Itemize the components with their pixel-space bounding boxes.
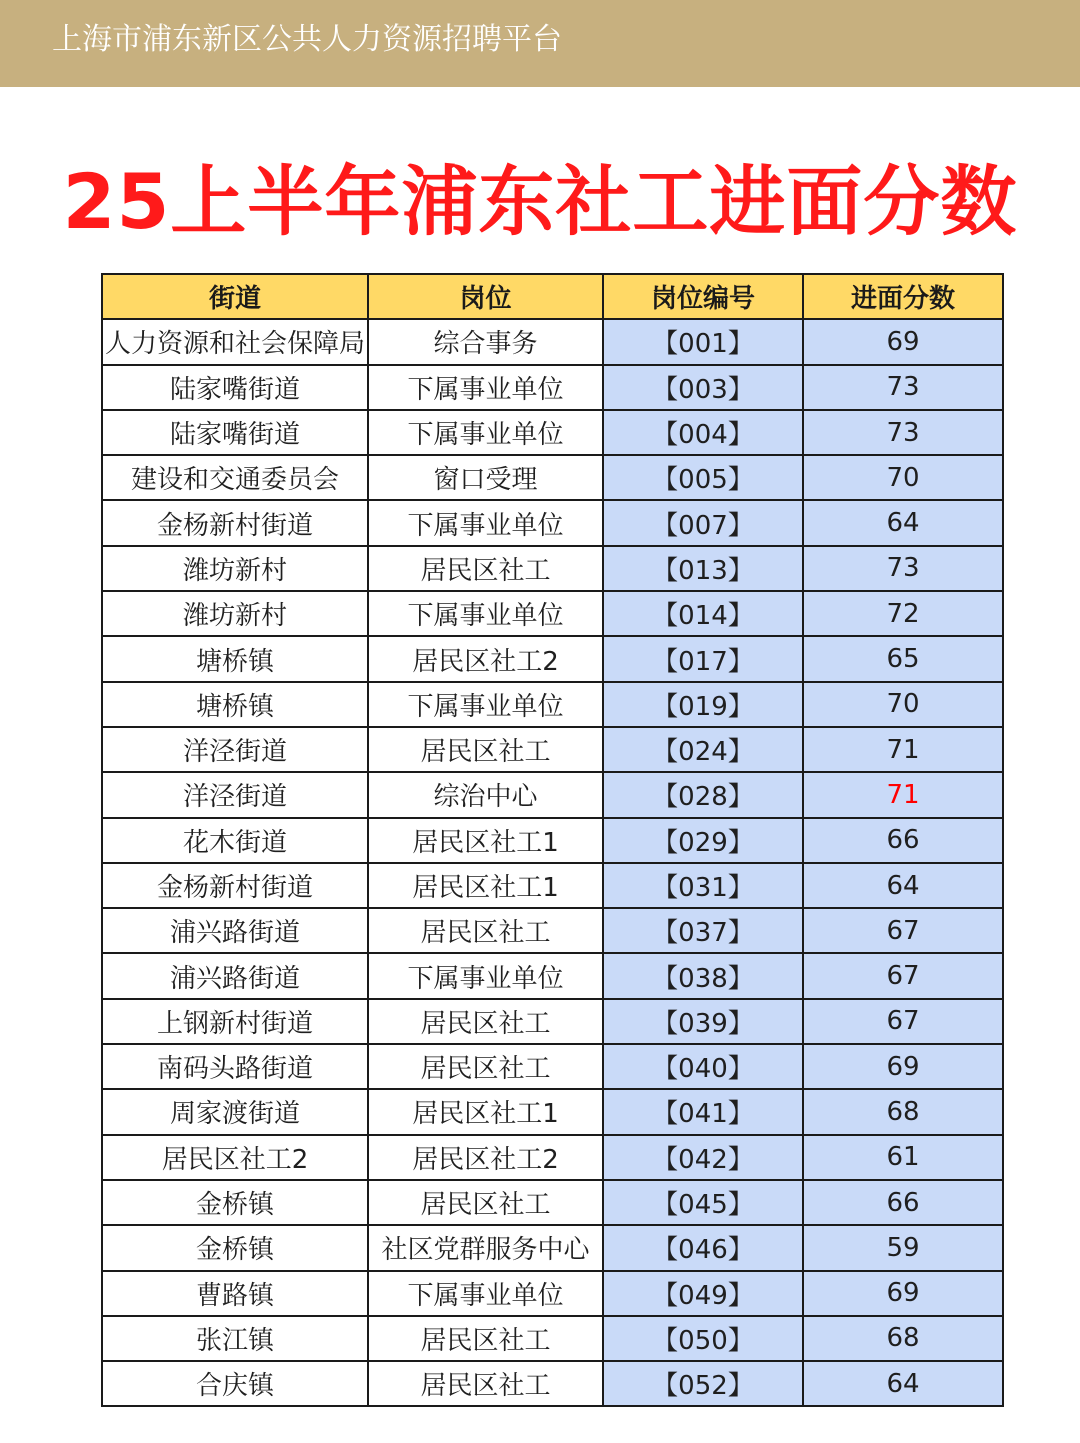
cell-code: 【024】 xyxy=(603,727,803,772)
cell-position: 下属事业单位 xyxy=(368,1271,603,1316)
cell-code: 【013】 xyxy=(603,546,803,591)
column-header-code: 岗位编号 xyxy=(603,274,803,319)
cell-position: 社区党群服务中心 xyxy=(368,1225,603,1270)
cell-position: 居民区社工 xyxy=(368,999,603,1044)
cell-code: 【028】 xyxy=(603,772,803,817)
cell-street: 建设和交通委员会 xyxy=(102,455,368,500)
cell-street: 潍坊新村 xyxy=(102,546,368,591)
cell-position: 居民区社工 xyxy=(368,727,603,772)
cell-score: 71 xyxy=(803,772,1003,817)
cell-street: 上钢新村街道 xyxy=(102,999,368,1044)
cell-position: 居民区社工1 xyxy=(368,818,603,863)
cell-street: 金桥镇 xyxy=(102,1180,368,1225)
cell-street: 金桥镇 xyxy=(102,1225,368,1270)
cell-position: 下属事业单位 xyxy=(368,953,603,998)
table-row xyxy=(102,772,1003,817)
table-row xyxy=(102,908,1003,953)
score-table xyxy=(101,273,1004,1407)
cell-street: 浦兴路街道 xyxy=(102,908,368,953)
banner-title: 上海市浦东新区公共人力资源招聘平台 xyxy=(52,22,562,57)
table-row xyxy=(102,1361,1003,1406)
cell-street: 金杨新村街道 xyxy=(102,863,368,908)
cell-code: 【040】 xyxy=(603,1044,803,1089)
page-title: 25上半年浦东社工进面分数 xyxy=(62,157,1018,246)
cell-score: 64 xyxy=(803,1361,1003,1406)
table-row xyxy=(102,1089,1003,1134)
cell-code: 【052】 xyxy=(603,1361,803,1406)
cell-score: 70 xyxy=(803,455,1003,500)
cell-score: 66 xyxy=(803,818,1003,863)
table-row xyxy=(102,546,1003,591)
cell-score: 65 xyxy=(803,636,1003,681)
cell-code: 【001】 xyxy=(603,319,803,364)
cell-score: 67 xyxy=(803,953,1003,998)
cell-code: 【038】 xyxy=(603,953,803,998)
cell-street: 南码头路街道 xyxy=(102,1044,368,1089)
column-header-score: 进面分数 xyxy=(803,274,1003,319)
cell-position: 下属事业单位 xyxy=(368,410,603,455)
cell-street: 张江镇 xyxy=(102,1316,368,1361)
cell-position: 居民区社工 xyxy=(368,908,603,953)
table-row xyxy=(102,1271,1003,1316)
cell-code: 【031】 xyxy=(603,863,803,908)
cell-position: 居民区社工 xyxy=(368,546,603,591)
table-row xyxy=(102,1044,1003,1089)
cell-street: 居民区社工2 xyxy=(102,1135,368,1180)
table-row xyxy=(102,999,1003,1044)
cell-code: 【014】 xyxy=(603,591,803,636)
table-row xyxy=(102,455,1003,500)
cell-code: 【003】 xyxy=(603,365,803,410)
cell-score: 68 xyxy=(803,1316,1003,1361)
cell-street: 浦兴路街道 xyxy=(102,953,368,998)
cell-score: 67 xyxy=(803,908,1003,953)
cell-code: 【004】 xyxy=(603,410,803,455)
table-row xyxy=(102,591,1003,636)
table-row xyxy=(102,365,1003,410)
cell-position: 下属事业单位 xyxy=(368,365,603,410)
cell-code: 【041】 xyxy=(603,1089,803,1134)
cell-street: 合庆镇 xyxy=(102,1361,368,1406)
table-row xyxy=(102,1135,1003,1180)
cell-score: 73 xyxy=(803,410,1003,455)
cell-position: 窗口受理 xyxy=(368,455,603,500)
cell-score: 70 xyxy=(803,682,1003,727)
cell-position: 居民区社工2 xyxy=(368,636,603,681)
cell-code: 【005】 xyxy=(603,455,803,500)
table-row xyxy=(102,727,1003,772)
cell-code: 【042】 xyxy=(603,1135,803,1180)
cell-score: 69 xyxy=(803,1271,1003,1316)
table-row xyxy=(102,682,1003,727)
cell-code: 【037】 xyxy=(603,908,803,953)
cell-position: 居民区社工2 xyxy=(368,1135,603,1180)
top-banner xyxy=(0,0,1080,87)
table-row xyxy=(102,953,1003,998)
cell-street: 曹路镇 xyxy=(102,1271,368,1316)
cell-code: 【017】 xyxy=(603,636,803,681)
cell-code: 【046】 xyxy=(603,1225,803,1270)
table-row xyxy=(102,1225,1003,1270)
cell-street: 塘桥镇 xyxy=(102,636,368,681)
cell-score: 67 xyxy=(803,999,1003,1044)
cell-score: 64 xyxy=(803,500,1003,545)
cell-score: 61 xyxy=(803,1135,1003,1180)
cell-position: 综治中心 xyxy=(368,772,603,817)
cell-position: 综合事务 xyxy=(368,319,603,364)
cell-position: 居民区社工 xyxy=(368,1361,603,1406)
table-row xyxy=(102,863,1003,908)
cell-position: 居民区社工1 xyxy=(368,863,603,908)
cell-code: 【045】 xyxy=(603,1180,803,1225)
table-header-row xyxy=(102,274,1003,319)
table-row xyxy=(102,1180,1003,1225)
table-row xyxy=(102,1316,1003,1361)
table-body xyxy=(102,319,1003,1406)
cell-code: 【050】 xyxy=(603,1316,803,1361)
cell-code: 【007】 xyxy=(603,500,803,545)
cell-code: 【039】 xyxy=(603,999,803,1044)
cell-street: 洋泾街道 xyxy=(102,727,368,772)
cell-score: 66 xyxy=(803,1180,1003,1225)
table-row xyxy=(102,319,1003,364)
cell-score: 64 xyxy=(803,863,1003,908)
cell-position: 居民区社工1 xyxy=(368,1089,603,1134)
cell-street: 花木街道 xyxy=(102,818,368,863)
cell-street: 塘桥镇 xyxy=(102,682,368,727)
cell-score: 72 xyxy=(803,591,1003,636)
cell-score: 69 xyxy=(803,1044,1003,1089)
cell-street: 人力资源和社会保障局 xyxy=(102,319,368,364)
column-header-position: 岗位 xyxy=(368,274,603,319)
cell-street: 潍坊新村 xyxy=(102,591,368,636)
cell-street: 金杨新村街道 xyxy=(102,500,368,545)
cell-score: 59 xyxy=(803,1225,1003,1270)
cell-code: 【019】 xyxy=(603,682,803,727)
cell-position: 下属事业单位 xyxy=(368,500,603,545)
cell-code: 【049】 xyxy=(603,1271,803,1316)
cell-score: 73 xyxy=(803,546,1003,591)
table-row xyxy=(102,410,1003,455)
table-row xyxy=(102,636,1003,681)
cell-position: 居民区社工 xyxy=(368,1316,603,1361)
cell-street: 洋泾街道 xyxy=(102,772,368,817)
cell-position: 居民区社工 xyxy=(368,1044,603,1089)
column-header-street: 街道 xyxy=(102,274,368,319)
cell-position: 下属事业单位 xyxy=(368,682,603,727)
cell-score: 71 xyxy=(803,727,1003,772)
table-row xyxy=(102,500,1003,545)
cell-score: 68 xyxy=(803,1089,1003,1134)
cell-position: 下属事业单位 xyxy=(368,591,603,636)
cell-street: 陆家嘴街道 xyxy=(102,410,368,455)
cell-street: 周家渡街道 xyxy=(102,1089,368,1134)
table-row xyxy=(102,818,1003,863)
cell-score: 73 xyxy=(803,365,1003,410)
cell-score: 69 xyxy=(803,319,1003,364)
cell-street: 陆家嘴街道 xyxy=(102,365,368,410)
cell-position: 居民区社工 xyxy=(368,1180,603,1225)
cell-code: 【029】 xyxy=(603,818,803,863)
